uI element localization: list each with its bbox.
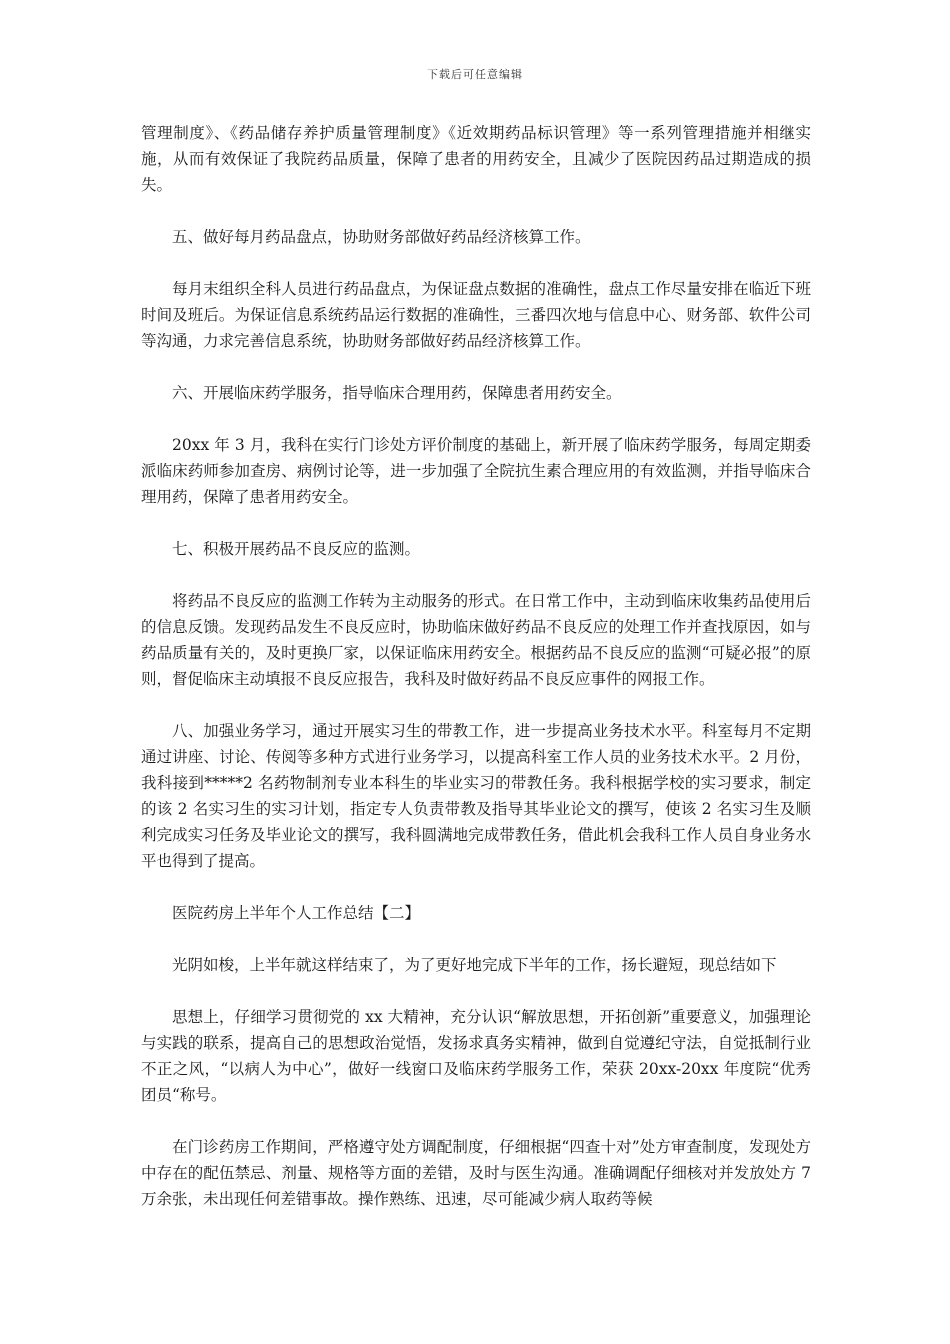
paragraph: 在门诊药房工作期间，严格遵守处方调配制度，仔细根据“四查十对”处方审查制度，发现处方中存在的配伍禁忌、剂量、规格等方面的差错，及时与医生沟通。准确调配仔细核对并发放处方 7 万余张，未出现任何差错事故。操作熟练、迅速，尽可能减少病人取药等候: [141, 1138, 811, 1208]
paragraph: 思想上，仔细学习贯彻党的 xx 大精神，充分认识“解放思想，开拓创新”重要意义，加强理论与实践的联系，提高自己的思想政治觉悟，发扬求真务实精神，做到自觉遵纪守法，自觉抵制行业不正之风，“以病人为中心”，做好一线窗口及临床药学服务工作，荣获 20xx-20xx 年度院“优秀团员“称号。: [141, 1008, 811, 1104]
section-heading: 七、积极开展药品不良反应的监测。: [172, 540, 421, 558]
section-heading: 五、做好每月药品盘点，协助财务部做好药品经济核算工作。: [172, 228, 591, 246]
document-subtitle: 医院药房上半年个人工作总结【二】: [172, 904, 421, 922]
paragraph: 20xx 年 3 月，我科在实行门诊处方评价制度的基础上，新开展了临床药学服务，每周定期委派临床药师参加查房、病例讨论等，进一步加强了全院抗生素合理应用的有效监测，并指导临床合理用药，保障了患者用药安全。: [141, 436, 811, 506]
page-header: 下载后可任意编辑: [427, 68, 523, 81]
section-heading: 六、开展临床药学服务，指导临床合理用药，保障患者用药安全。: [172, 384, 622, 402]
paragraph: 八、加强业务学习，通过开展实习生的带教工作，进一步提高业务技术水平。科室每月不定期通过讲座、讨论、传阅等多种方式进行业务学习，以提高科室工作人员的业务技术水平。2 月份，我科接到*****2 名药物制剂专业本科生的毕业实习的带教任务。我科根据学校的实习要求，制定的该 2 名实习生的实习计划，指定专人负责带教及指导其毕业论文的撰写，使该 2 名实习生及顺利完成实习任务及毕业论文的撰写，我科圆满地完成带教任务，借此机会我科工作人员自身业务水平也得到了提高。: [141, 722, 811, 870]
paragraph: 每月末组织全科人员进行药品盘点，为保证盘点数据的准确性，盘点工作尽量安排在临近下班时间及班后。为保证信息系统药品运行数据的准确性，三番四次地与信息中心、财务部、软件公司等沟通，力求完善信息系统，协助财务部做好药品经济核算工作。: [141, 280, 811, 350]
paragraph: 光阴如梭，上半年就这样结束了，为了更好地完成下半年的工作，扬长避短，现总结如下: [172, 956, 777, 974]
document-body: [141, 120, 811, 1238]
paragraph: 将药品不良反应的监测工作转为主动服务的形式。在日常工作中，主动到临床收集药品使用后的信息反馈。发现药品发生不良反应时，协助临床做好药品不良反应的处理工作并查找原因，如与药品质量有关的，及时更换厂家，以保证临床用药安全。根据药品不良反应的监测“可疑必报”的原则，督促临床主动填报不良反应报告，我科及时做好药品不良反应事件的网报工作。: [141, 592, 811, 688]
paragraph: 管理制度》、《药品储存养护质量管理制度》《近效期药品标识管理》等一系列管理措施并相继实施，从而有效保证了我院药品质量，保障了患者的用药安全，且减少了医院因药品过期造成的损失。: [141, 124, 811, 194]
